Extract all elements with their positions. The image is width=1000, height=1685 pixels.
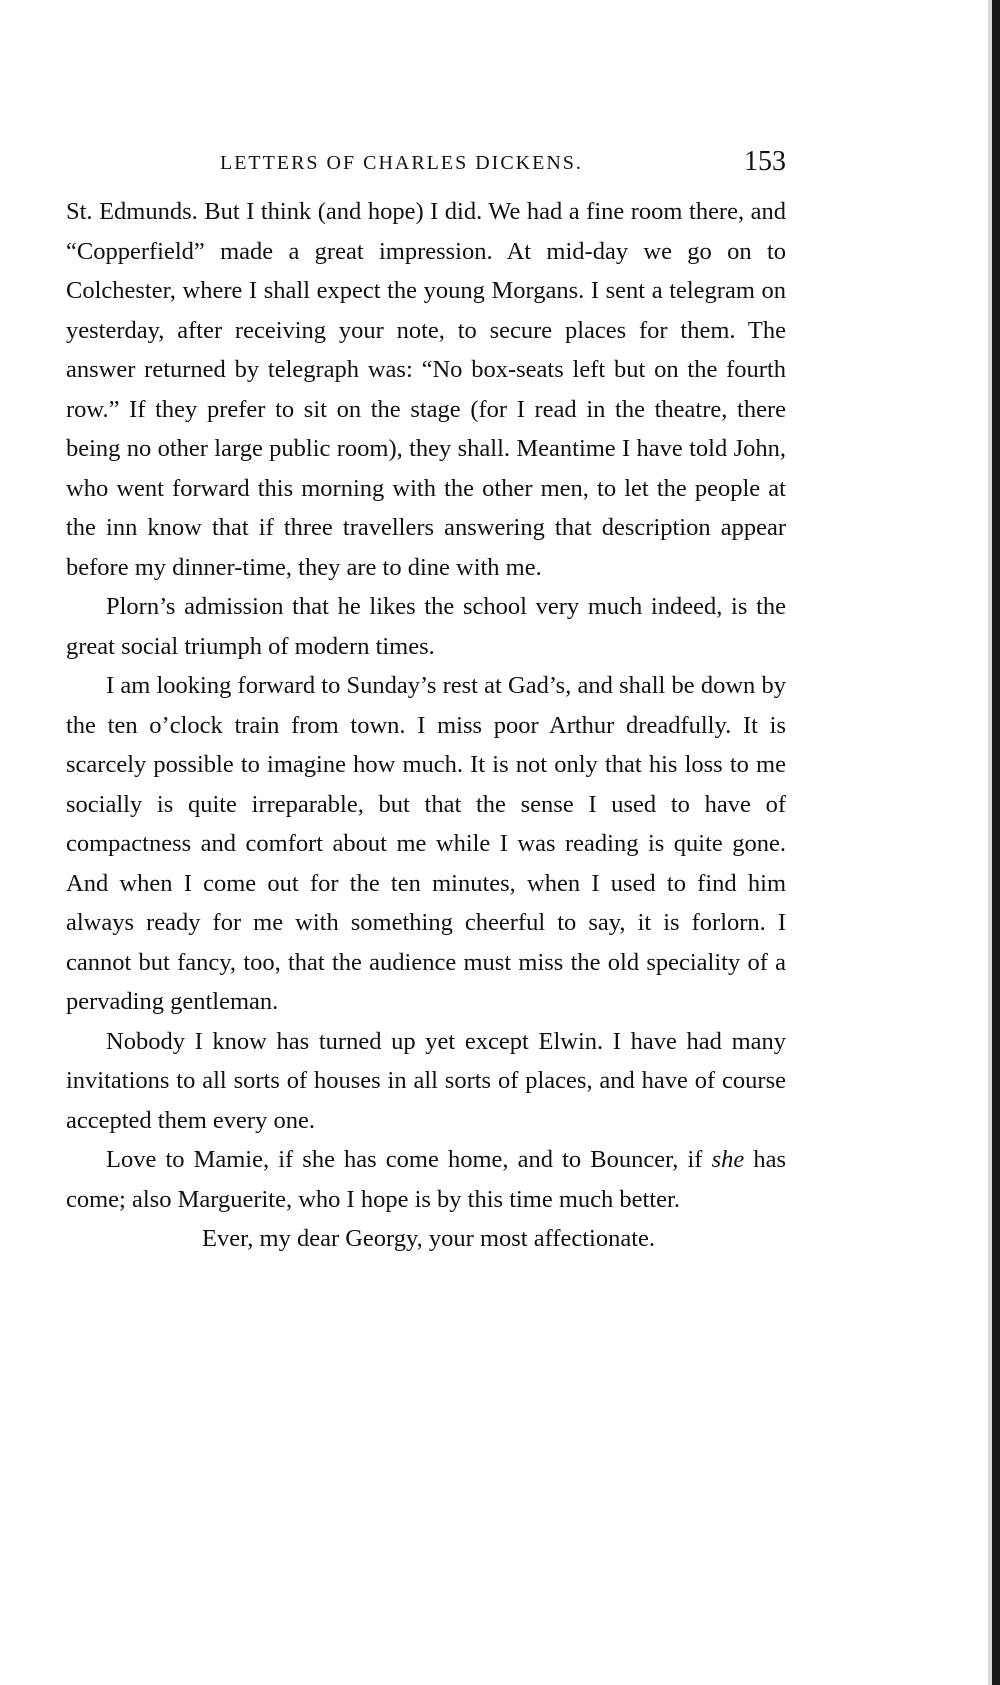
paragraph-5	[66, 1140, 786, 1219]
letter-body	[66, 192, 786, 1219]
paragraph-5-part-b: has come; also Marguerite, who I hope is by this time much better.	[66, 1146, 786, 1213]
paragraph-2: Plorn’s admission that he likes the school very much indeed, is the great social triumph of modern times.	[66, 593, 786, 660]
running-title: LETTERS OF CHARLES DICKENS.	[220, 152, 583, 174]
running-head	[66, 138, 786, 192]
paragraph-4: Nobody I know has turned up yet except Elwin. I have had many invitations to all sorts of houses in all sorts of places, and have of course accepted them every one.	[66, 1027, 786, 1134]
letter-closing: Ever, my dear Georgy, your most affectionate.	[202, 1225, 656, 1252]
paragraph-1: St. Edmunds. But I think (and hope) I did. We had a fine room there, and “Copperfield” made a great impression. At mid-day we go on to Colchester, where I shall expect the young Morgans. I sent a telegram on yesterday, after receiving your note, to secure places for them. The answer returned by telegraph was: “No box-seats left but on the fourth row.” If they prefer to sit on the stage (for I read in the theatre, there being no other large public room), they shall. Meantime I have told John, who went forward this morning with the other men, to let the people at the inn know that if three travellers answering that description appear before my dinner-time, they are to dine with me.	[66, 198, 786, 581]
page-edge-border	[992, 0, 1000, 1685]
paragraph-5-italic: she	[711, 1146, 745, 1173]
paragraph-5-part-a: Love to Mamie, if she has come home, and to Bouncer, if	[106, 1146, 712, 1173]
paragraph-3: I am looking forward to Sunday’s rest at Gad’s, and shall be down by the ten o’clock train from town. I miss poor Arthur dreadfully. It is scarcely possible to imagine how much. It is not only that his loss to me socially is quite irreparable, but that the sense I used to have of compactness and comfort about me while I was reading is quite gone. And when I come out for the ten minutes, when I used to find him always ready for me with something cheerful to say, it is forlorn. I cannot but fancy, too, that the audience must miss the old speciality of a pervading gentleman.	[66, 672, 786, 1015]
page-number: 153	[744, 146, 786, 177]
book-page	[66, 138, 786, 1259]
